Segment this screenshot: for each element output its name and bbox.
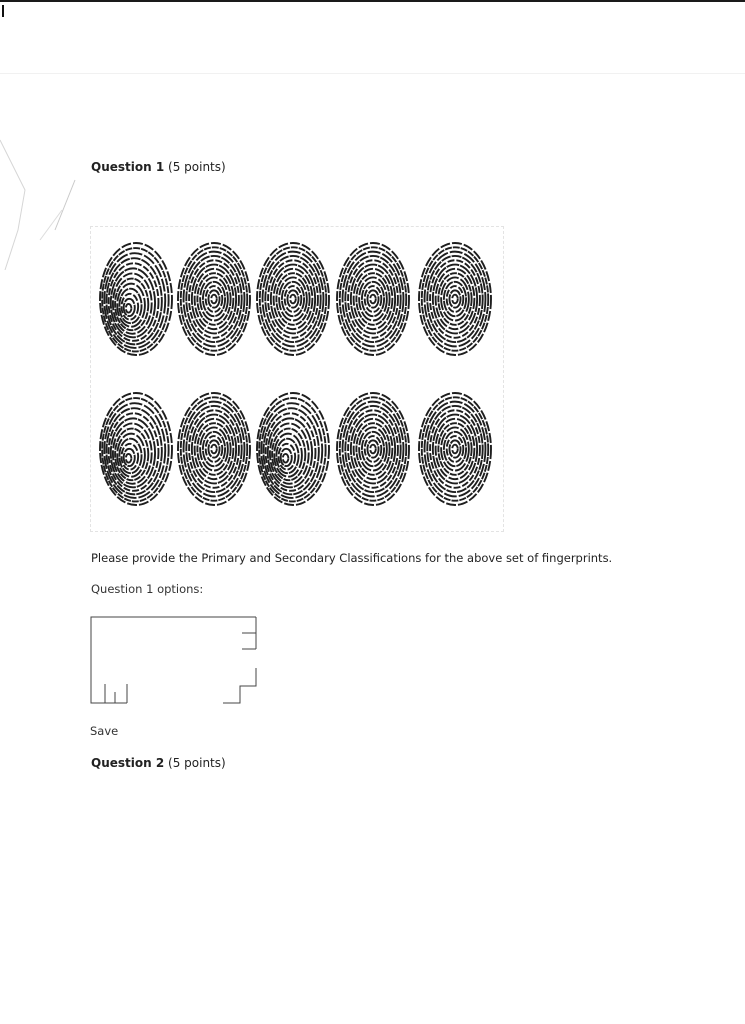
question-1-points: (5 points) — [168, 160, 226, 174]
whorl-fingerprint-icon — [419, 243, 491, 355]
scan-mark — [2, 5, 4, 17]
whorl-fingerprint-icon — [337, 243, 409, 355]
save-button[interactable]: Save — [90, 724, 119, 738]
question-2-points: (5 points) — [168, 756, 226, 770]
whorl-fingerprint-icon — [257, 243, 329, 355]
whorl-fingerprint-icon — [178, 243, 250, 355]
question-1-prompt: Please provide the Primary and Secondary Classifications for the above set of fingerprints. — [91, 551, 613, 565]
loop-fingerprint-icon — [100, 393, 172, 505]
fingerprint-set — [91, 227, 503, 531]
paper-crease — [0, 120, 80, 270]
question-1-options-label: Question 1 options: — [91, 582, 204, 596]
question-1-heading — [91, 160, 226, 174]
question-2-heading — [91, 756, 226, 770]
question-2-label: Question 2 — [91, 756, 165, 770]
loop-fingerprint-icon — [257, 393, 329, 505]
fingerprint-figure — [90, 226, 504, 532]
answer-field-frame — [90, 616, 262, 704]
whorl-fingerprint-icon — [178, 393, 250, 505]
whorl-fingerprint-icon — [337, 393, 409, 505]
question-1-answer-field[interactable] — [90, 616, 262, 704]
loop-fingerprint-icon — [100, 243, 172, 355]
scan-edge — [0, 0, 745, 2]
question-1-label: Question 1 — [91, 160, 165, 174]
page-divider — [0, 73, 745, 74]
whorl-fingerprint-icon — [419, 393, 491, 505]
